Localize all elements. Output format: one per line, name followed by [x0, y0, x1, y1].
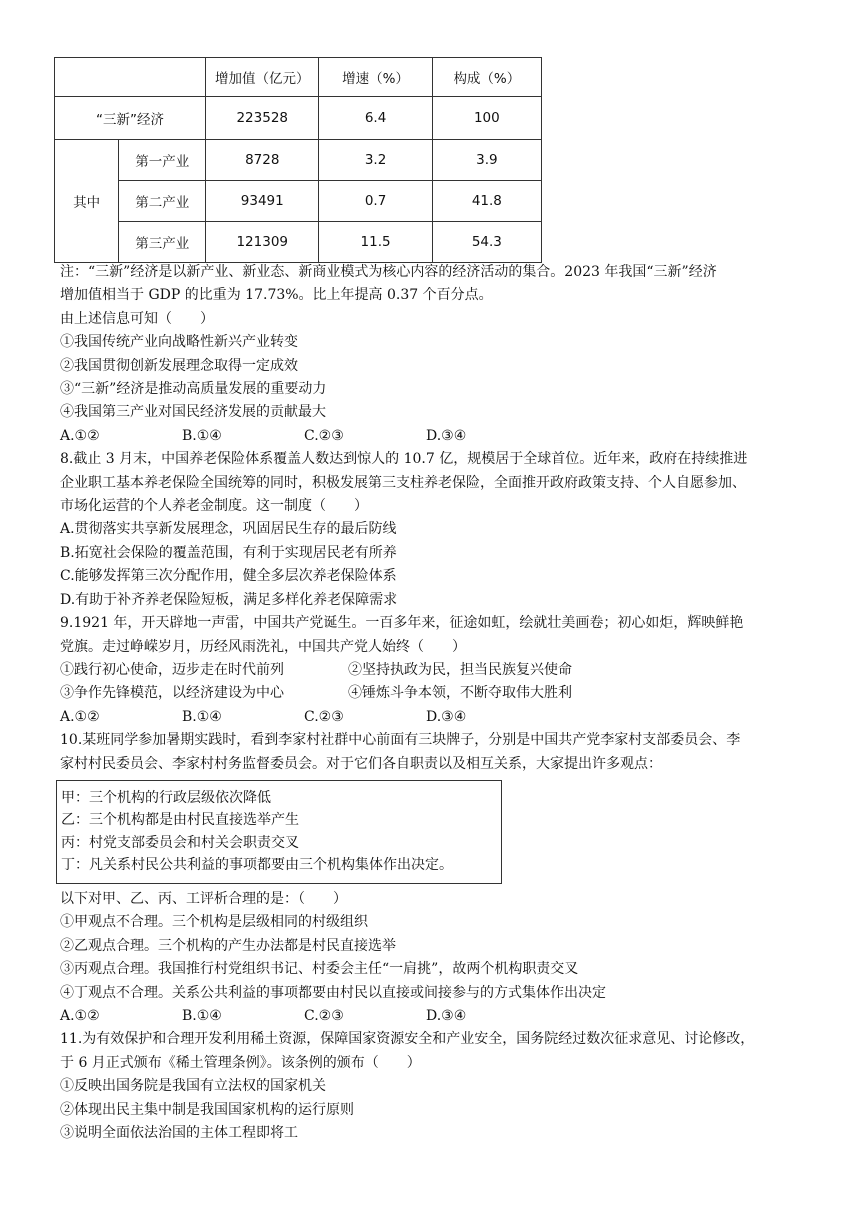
table-cell-label: 第三产业	[119, 222, 206, 263]
q7-stem: 由上述信息可知（ ）	[60, 310, 214, 327]
table-cell-label: 第一产业	[119, 140, 206, 181]
q10-item: ②乙观点合理。三个机构的产生办法都是村民直接选举	[60, 937, 396, 954]
q7-options	[60, 425, 840, 448]
q7-item: ②我国贯彻创新发展理念取得一定成效	[60, 357, 298, 374]
q8-option-c[interactable]: C.能够发挥第三次分配作用，健全多层次养老保险体系	[60, 568, 397, 585]
q9-item: ③争作先锋模范，以经济建设为中心	[60, 685, 284, 702]
q10-item: ①甲观点不合理。三个机构是层级相同的村级组织	[60, 914, 368, 931]
table-cell-growth: 0.7	[319, 181, 432, 222]
q11-item: ①反映出国务院是我国有立法权的国家机关	[60, 1078, 326, 1095]
q10-viewpoint-box	[56, 780, 502, 884]
q9-stem: 党旗。走过峥嵘岁月，历经风雨洗礼，中国共产党人始终（ ）	[60, 638, 466, 655]
q7-option-d[interactable]: D.③④	[426, 427, 467, 444]
q7-item: ④我国第三产业对国民经济发展的贡献最大	[60, 404, 326, 421]
table-row	[55, 181, 542, 222]
q10-option-d[interactable]: D.③④	[426, 1007, 467, 1024]
table-note: 增加值相当于 GDP 的比重为 17.73%。比上年提高 0.37 个百分点。	[60, 287, 493, 304]
q7-option-c[interactable]: C.②③	[304, 427, 344, 444]
table-group-label: 其中	[55, 140, 119, 263]
table-header-growth: 增速（%）	[319, 58, 432, 97]
q9-item: ④锤炼斗争本领，不断夺取伟大胜利	[348, 685, 572, 702]
table-cell-label: 第二产业	[119, 181, 206, 222]
q10-item: ③丙观点合理。我国推行村党组织书记、村委会主任“一肩挑”，故两个机构职责交叉	[60, 961, 579, 978]
question-body	[60, 261, 840, 1145]
table-cell-growth: 3.2	[319, 140, 432, 181]
q8-stem: 8.截止 3 月末，中国养老保险体系覆盖人数达到惊人的 10.7 亿，规模居于全球首位。近年来，政府在持续推进	[60, 451, 748, 468]
q8-option-a[interactable]: A.贯彻落实共享新发展理念，巩固居民生存的最后防线	[60, 521, 397, 538]
q8-stem: 市场化运营的个人养老金制度。这一制度（ ）	[60, 498, 368, 515]
table-row	[55, 140, 542, 181]
q9-option-d[interactable]: D.③④	[426, 708, 467, 725]
q8-option-b[interactable]: B.拓宽社会保险的覆盖范围，有利于实现居民老有所养	[60, 544, 397, 561]
q11-stem: 于 6 月正式颁布《稀土管理条例》。该条例的颁布（ ）	[60, 1054, 421, 1071]
q10-viewpoint: 丙：村党支部委员会和村关会职责交叉	[61, 834, 299, 851]
q10-option-c[interactable]: C.②③	[304, 1007, 344, 1024]
table-header-value: 增加值（亿元）	[206, 58, 319, 97]
table-cell-growth: 11.5	[319, 222, 432, 263]
q8-stem: 企业职工基本养老保险全国统筹的同时，积极发展第三支柱养老保险，全面推开政府政策支持、个人自愿参加、	[60, 474, 746, 491]
table-header-row	[55, 58, 542, 97]
q10-viewpoint: 丁：凡关系村民公共利益的事项都要由三个机构集体作出决定。	[61, 857, 453, 874]
q11-item: ③说明全面依法治国的主体工程即将工	[60, 1125, 298, 1141]
table-note: 注：“三新”经济是以新产业、新业态、新商业模式为核心内容的经济活动的集合。2023 年我国“三新”经济	[60, 264, 717, 280]
q9-stem: 9.1921 年，开天辟地一声雷，中国共产党诞生。一百多年来，征途如虹，绘就壮美画卷；初心如炬，辉映鲜艳	[60, 615, 744, 632]
table-row-total	[55, 97, 542, 140]
q10-viewpoint: 乙：三个机构都是由村民直接选举产生	[61, 812, 299, 829]
table-cell-growth: 6.4	[319, 97, 432, 140]
q9-items-row	[60, 659, 840, 682]
q10-options	[60, 1005, 840, 1028]
q9-option-b[interactable]: B.①④	[182, 708, 222, 725]
q10-stem: 10.某班同学参加暑期实践时，看到李家村社群中心前面有三块牌子，分别是中国共产党李家村支部委员会、李	[60, 732, 741, 749]
table-cell-share: 3.9	[432, 140, 541, 181]
q7-item: ③“三新”经济是推动高质量发展的重要动力	[60, 381, 327, 398]
table-cell-label: “三新”经济	[55, 97, 206, 140]
q9-option-a[interactable]: A.①②	[60, 708, 100, 725]
q10-stem: 家村村民委员会、李家村村务监督委员会。对于它们各自职责以及相互关系，大家提出许多观点：	[60, 755, 662, 772]
table-cell-value: 223528	[206, 97, 319, 140]
table-header-blank	[55, 58, 206, 97]
table-header-share: 构成（%）	[432, 58, 541, 97]
q11-stem: 11.为有效保护和合理开发利用稀土资源，保障国家资源安全和产业安全，国务院经过数次征求意见、讨论修改，	[60, 1031, 755, 1048]
q9-item: ①践行初心使命，迈步走在时代前列	[60, 661, 284, 678]
table-cell-share: 54.3	[432, 222, 541, 263]
table-cell-value: 93491	[206, 181, 319, 222]
q10-item: ④丁观点不合理。关系公共利益的事项都要由村民以直接或间接参与的方式集体作出决定	[60, 984, 606, 1001]
q7-option-a[interactable]: A.①②	[60, 427, 100, 444]
q10-viewpoint: 甲：三个机构的行政层级依次降低	[61, 789, 271, 806]
table-cell-share: 100	[432, 97, 541, 140]
q9-options	[60, 706, 840, 729]
table-cell-value: 121309	[206, 222, 319, 263]
economy-table	[54, 57, 542, 263]
table-cell-value: 8728	[206, 140, 319, 181]
q7-item: ①我国传统产业向战略性新兴产业转变	[60, 334, 298, 351]
q7-option-b[interactable]: B.①④	[182, 427, 222, 444]
table-cell-share: 41.8	[432, 181, 541, 222]
q9-option-c[interactable]: C.②③	[304, 708, 344, 725]
q10-stem: 以下对甲、乙、丙、工评析合理的是：（ ）	[60, 890, 347, 907]
q9-items-row	[60, 682, 840, 705]
q10-option-a[interactable]: A.①②	[60, 1007, 100, 1024]
q9-item: ②坚持执政为民，担当民族复兴使命	[348, 661, 572, 678]
q8-option-d[interactable]: D.有助于补齐养老保险短板，满足多样化养老保障需求	[60, 591, 398, 608]
table-row	[55, 222, 542, 263]
q11-item: ②体现出民主集中制是我国国家机构的运行原则	[60, 1101, 354, 1118]
q10-option-b[interactable]: B.①④	[182, 1007, 222, 1024]
